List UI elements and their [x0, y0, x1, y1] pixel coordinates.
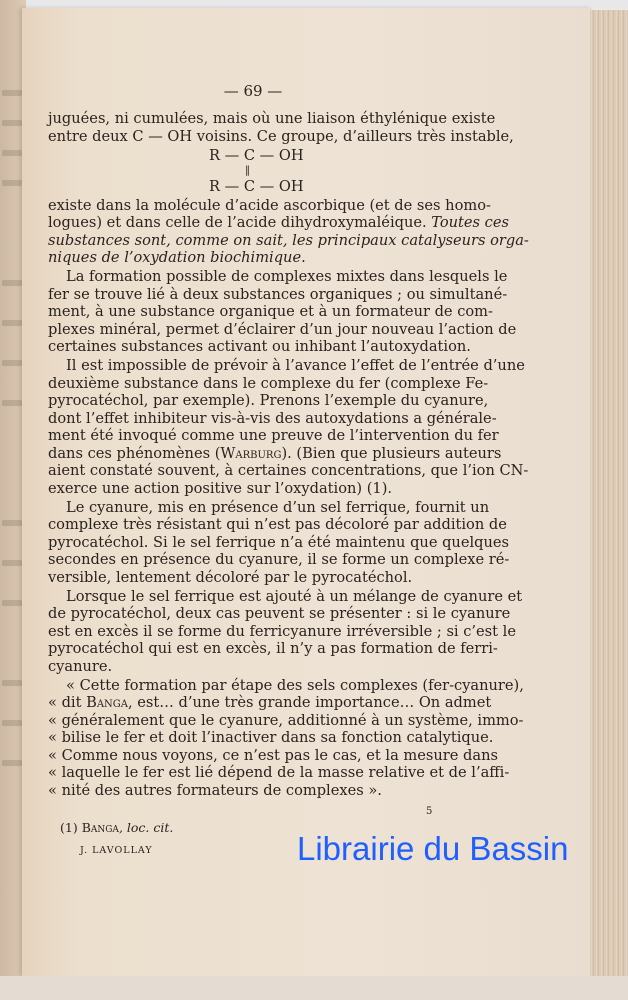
text-line — [48, 338, 471, 356]
text-segment: fer se trouve lié à deux substances organiques ; ou simultané- — [48, 285, 508, 303]
text-segment: juguées, ni cumulées, mais où une liaison éthylénique existe — [48, 110, 496, 127]
text-line — [48, 110, 496, 128]
text-segment: ment été invoqué comme une preuve de l’intervention du fer — [48, 427, 499, 444]
signature-number: 5 — [426, 806, 433, 817]
text-segment: dans ces phénomènes ( — [48, 444, 221, 462]
text-line — [48, 658, 458, 676]
paragraph — [48, 196, 529, 267]
text-segment: deuxième substance dans le complexe du fer (complexe Fe- — [48, 374, 489, 392]
text-segment: Toutes ces — [431, 214, 509, 231]
paragraph — [48, 268, 517, 356]
footnote-marker: (1) — [60, 820, 82, 835]
text-segment: entre deux C — OH voisins. Ce groupe, d’ailleurs très instable, — [48, 127, 514, 145]
text-line — [48, 392, 489, 410]
text-line — [48, 231, 529, 250]
text-segment: substances sont, comme on sait, les principaux catalyseurs orga- — [48, 231, 529, 249]
body-text — [48, 110, 529, 801]
formula-dbl: ‖ — [245, 164, 250, 176]
text-line — [48, 268, 508, 286]
text-segment: « Cette formation par étape des sels complexes (fer-cyanure), — [66, 676, 524, 694]
text-segment: pyrocatéchol. Si le sel ferrique n’a été maintenu que quelques — [48, 533, 510, 551]
background-bottom — [0, 976, 628, 1000]
text-segment: « bilise le fer et doit l’inactiver dans sa fonction catalytique. — [48, 729, 494, 746]
formula-f1: R — C — OH — [209, 146, 304, 164]
text-line — [48, 427, 499, 445]
chemical-formula — [48, 147, 458, 197]
text-line — [48, 782, 458, 800]
text-segment: « nité des autres formateurs de complexes ». — [48, 781, 382, 799]
text-segment: « Comme nous voyons, ce n’est pas le cas, et la mesure dans — [48, 746, 498, 764]
paragraph — [48, 357, 529, 497]
text-segment: Il est impossible de prévoir à l’avance l’effet de l’entrée d’une — [66, 357, 525, 374]
text-segment: de pyrocatéchol, deux cas peuvent se présenter : si le cyanure — [48, 605, 511, 622]
text-segment: dont l’effet inhibiteur vis-à-vis des autoxydations a générale- — [48, 409, 497, 427]
page-edges — [590, 10, 628, 980]
text-line — [48, 605, 511, 623]
text-segment: niques de l’oxydation biochimique — [48, 249, 302, 266]
text-segment: complexe très résistant qui n’est pas décoloré par addition de — [48, 516, 507, 533]
text-segment: plexes minéral, permet d’éclairer d’un jour nouveau l’action de — [48, 320, 517, 338]
text-line — [48, 533, 510, 552]
watermark: Librairie du Bassin — [297, 830, 569, 867]
text-segment: Lorsque le sel ferrique est ajouté à un mélange de cyanure et — [66, 587, 523, 605]
text-line — [48, 444, 502, 463]
text-line — [48, 127, 514, 146]
text-line — [48, 285, 508, 304]
text-line — [48, 711, 524, 730]
text-line — [48, 462, 529, 480]
text-segment: existe dans la molécule d’acide ascorbique (et de ses homo- — [48, 196, 491, 214]
text-segment: cyanure. — [48, 657, 113, 675]
text-segment: logues) et dans celle de l’acide dihydroxymaléique. — [48, 214, 432, 231]
text-segment: . — [301, 249, 306, 266]
text-segment: est en excès il se forme du ferricyanure irréversible ; si c’est le — [48, 622, 516, 640]
text-segment: « généralement que le cyanure, additionné à un système, immo- — [48, 711, 524, 729]
text-line — [48, 303, 493, 321]
text-segment: certaines substances activant ou inhibant l’autoxydation. — [48, 338, 471, 355]
footnote — [60, 820, 173, 835]
text-segment: , est… d’une très grande importance… On admet — [128, 694, 492, 711]
footnote-ref: , loc. cit. — [118, 820, 174, 835]
paragraph — [48, 110, 514, 145]
text-segment: secondes en présence du cyanure, il se forme un complexe ré- — [48, 551, 510, 568]
paragraph — [48, 498, 510, 587]
text-line — [48, 249, 458, 267]
text-line — [48, 676, 524, 695]
text-segment: pyrocatéchol qui est en excès, il n’y a pas formation de ferri- — [48, 640, 498, 657]
text-line — [48, 764, 510, 782]
text-line — [48, 214, 509, 232]
text-segment: exerce une action positive sur l’oxydation) (1). — [48, 479, 393, 497]
text-line — [48, 551, 510, 569]
text-segment: pyrocatéchol, par exemple). Prenons l’exemple du cyanure, — [48, 392, 489, 409]
text-line — [48, 640, 498, 658]
paragraph — [48, 587, 523, 676]
text-line — [48, 729, 494, 747]
text-segment: Le cyanure, mis en présence d’un sel ferrique, fournit un — [66, 498, 490, 516]
formula-f2: R — C — OH — [209, 177, 304, 195]
text-segment: « dit — [48, 694, 87, 711]
text-line — [48, 516, 507, 534]
text-line — [48, 746, 498, 765]
text-line — [48, 409, 497, 428]
page-number: — 69 — — [223, 82, 283, 100]
text-segment: La formation possible de complexes mixtes dans lesquels le — [66, 268, 508, 285]
signature-mark: J. LAVOLLAY — [80, 845, 153, 856]
text-segment: versible, lentement décoloré par le pyrocatéchol. — [48, 568, 413, 586]
text-segment: Warburg — [220, 444, 282, 462]
text-line — [48, 480, 458, 498]
text-segment: aient constaté souvent, à certaines concentrations, que l’ion CN- — [48, 462, 529, 479]
text-segment: Banga — [86, 694, 128, 711]
footnote-author: Banga — [81, 820, 119, 835]
text-line — [48, 320, 517, 339]
text-segment: ). (Bien que plusieurs auteurs — [281, 444, 502, 462]
text-line — [48, 196, 491, 215]
text-line — [48, 357, 525, 375]
text-segment: « laquelle le fer est lié dépend de la masse relative et de l’affi- — [48, 764, 510, 781]
text-line — [48, 622, 516, 641]
text-line — [48, 694, 492, 712]
text-line — [48, 569, 458, 587]
text-segment: ment, à une substance organique et à un formateur de com- — [48, 303, 493, 320]
paragraph — [48, 676, 524, 800]
text-line — [48, 498, 490, 517]
text-line — [48, 587, 523, 606]
text-line — [48, 374, 489, 393]
